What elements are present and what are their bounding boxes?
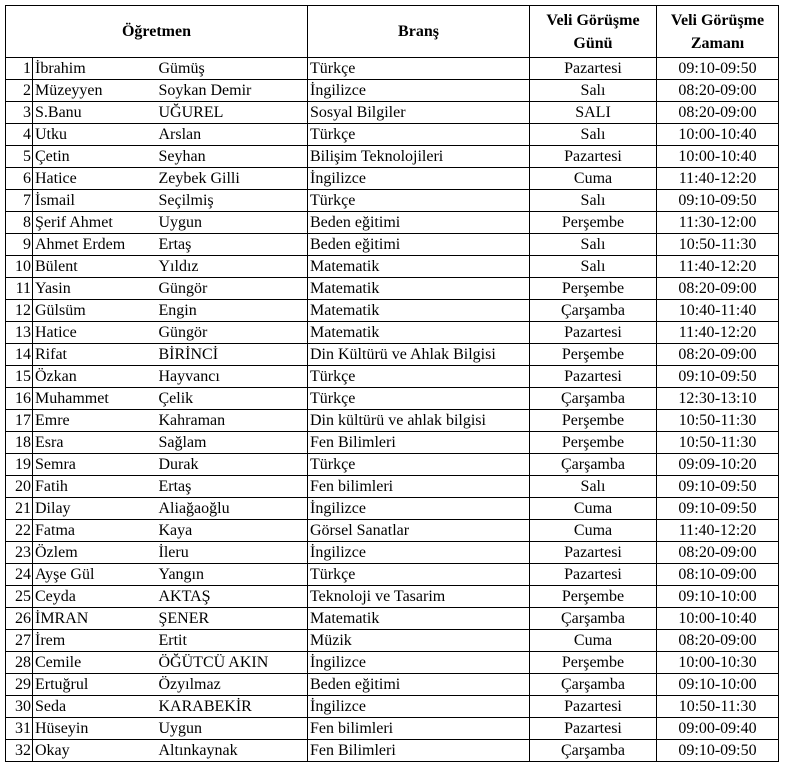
teacher-first-name: Ayşe Gül <box>33 564 157 586</box>
teacher-last-name: Güngör <box>157 322 308 344</box>
header-meeting-day: Veli Görüşme Günü <box>530 6 657 58</box>
table-row <box>6 344 779 366</box>
table-row <box>6 652 779 674</box>
teacher-last-name: Kaya <box>157 520 308 542</box>
row-number: 12 <box>6 300 33 322</box>
teacher-last-name: Yıldız <box>157 256 308 278</box>
meeting-day: Çarşamba <box>530 674 657 696</box>
teacher-branch: Türkçe <box>308 124 530 146</box>
table-row <box>6 542 779 564</box>
teacher-last-name: AKTAŞ <box>157 586 308 608</box>
teacher-branch: İngilizce <box>308 168 530 190</box>
meeting-time: 10:00-10:40 <box>657 608 779 630</box>
teacher-last-name: Yangın <box>157 564 308 586</box>
teacher-first-name: S.Banu <box>33 102 157 124</box>
meeting-day: Salı <box>530 476 657 498</box>
teacher-first-name: Muhammet <box>33 388 157 410</box>
row-number: 32 <box>6 740 33 762</box>
meeting-day: Çarşamba <box>530 300 657 322</box>
meeting-day: Çarşamba <box>530 388 657 410</box>
row-number: 21 <box>6 498 33 520</box>
meeting-time: 11:40-12:20 <box>657 322 779 344</box>
teacher-first-name: Fatma <box>33 520 157 542</box>
meeting-day: Cuma <box>530 630 657 652</box>
table-row <box>6 58 779 80</box>
teacher-branch: İngilizce <box>308 652 530 674</box>
teacher-branch: Beden eğitimi <box>308 212 530 234</box>
teacher-first-name: Utku <box>33 124 157 146</box>
meeting-day: Cuma <box>530 520 657 542</box>
teacher-last-name: Çelik <box>157 388 308 410</box>
row-number: 4 <box>6 124 33 146</box>
meeting-time: 10:00-10:40 <box>657 124 779 146</box>
teacher-branch: Sosyal Bilgiler <box>308 102 530 124</box>
teacher-last-name: Soykan Demir <box>157 80 308 102</box>
meeting-time: 12:30-13:10 <box>657 388 779 410</box>
teacher-branch: İngilizce <box>308 542 530 564</box>
row-number: 3 <box>6 102 33 124</box>
row-number: 27 <box>6 630 33 652</box>
meeting-day: Perşembe <box>530 344 657 366</box>
table-row <box>6 322 779 344</box>
teacher-last-name: Kahraman <box>157 410 308 432</box>
meeting-day: Pazartesi <box>530 718 657 740</box>
teacher-last-name: İleru <box>157 542 308 564</box>
row-number: 29 <box>6 674 33 696</box>
teacher-last-name: Özyılmaz <box>157 674 308 696</box>
meeting-time: 09:09-10:20 <box>657 454 779 476</box>
meeting-day: Pazartesi <box>530 542 657 564</box>
meeting-day: Salı <box>530 124 657 146</box>
table-row <box>6 586 779 608</box>
teacher-branch: Din kültürü ve ahlak bilgisi <box>308 410 530 432</box>
teacher-branch: Din Kültürü ve Ahlak Bilgisi <box>308 344 530 366</box>
teacher-last-name: Seyhan <box>157 146 308 168</box>
row-number: 26 <box>6 608 33 630</box>
meeting-time: 10:00-10:30 <box>657 652 779 674</box>
meeting-time: 09:00-09:40 <box>657 718 779 740</box>
meeting-time: 09:10-10:00 <box>657 674 779 696</box>
meeting-day: Perşembe <box>530 212 657 234</box>
row-number: 22 <box>6 520 33 542</box>
table-row <box>6 608 779 630</box>
meeting-time: 10:50-11:30 <box>657 432 779 454</box>
table-row <box>6 366 779 388</box>
table-row <box>6 740 779 762</box>
meeting-day: Cuma <box>530 498 657 520</box>
table-header <box>6 6 779 58</box>
header-meeting-time: Veli Görüşme Zamanı <box>657 6 779 58</box>
meeting-time: 09:10-09:50 <box>657 366 779 388</box>
meeting-day: Perşembe <box>530 278 657 300</box>
teacher-first-name: Rifat <box>33 344 157 366</box>
teacher-branch: Türkçe <box>308 190 530 212</box>
teacher-last-name: ÖĞÜTCÜ AKIN <box>157 652 308 674</box>
meeting-time: 11:30-12:00 <box>657 212 779 234</box>
meeting-time: 08:20-09:00 <box>657 80 779 102</box>
meeting-time: 09:10-10:00 <box>657 586 779 608</box>
teacher-last-name: UĞUREL <box>157 102 308 124</box>
table-row <box>6 234 779 256</box>
table-row <box>6 432 779 454</box>
teacher-first-name: Yasin <box>33 278 157 300</box>
meeting-day: Salı <box>530 80 657 102</box>
row-number: 30 <box>6 696 33 718</box>
teacher-meeting-table <box>5 5 779 762</box>
teacher-last-name: Engin <box>157 300 308 322</box>
teacher-first-name: Ahmet Erdem <box>33 234 157 256</box>
meeting-day: Cuma <box>530 168 657 190</box>
row-number: 10 <box>6 256 33 278</box>
teacher-first-name: Cemile <box>33 652 157 674</box>
row-number: 1 <box>6 58 33 80</box>
teacher-branch: Bilişim Teknolojileri <box>308 146 530 168</box>
teacher-branch: Türkçe <box>308 454 530 476</box>
teacher-branch: Matematik <box>308 256 530 278</box>
teacher-branch: Türkçe <box>308 58 530 80</box>
meeting-time: 10:00-10:40 <box>657 146 779 168</box>
row-number: 8 <box>6 212 33 234</box>
teacher-branch: Matematik <box>308 322 530 344</box>
meeting-time: 10:50-11:30 <box>657 234 779 256</box>
meeting-time: 08:20-09:00 <box>657 630 779 652</box>
row-number: 18 <box>6 432 33 454</box>
row-number: 15 <box>6 366 33 388</box>
teacher-branch: Beden eğitimi <box>308 234 530 256</box>
row-number: 13 <box>6 322 33 344</box>
teacher-branch: İngilizce <box>308 498 530 520</box>
meeting-time: 08:20-09:00 <box>657 278 779 300</box>
teacher-first-name: Müzeyyen <box>33 80 157 102</box>
teacher-last-name: Aliağaoğlu <box>157 498 308 520</box>
table-body <box>6 58 779 762</box>
teacher-first-name: Özlem <box>33 542 157 564</box>
teacher-first-name: Hatice <box>33 322 157 344</box>
teacher-last-name: Arslan <box>157 124 308 146</box>
meeting-time: 08:20-09:00 <box>657 102 779 124</box>
teacher-first-name: İMRAN <box>33 608 157 630</box>
teacher-first-name: Esra <box>33 432 157 454</box>
teacher-branch: Fen Bilimleri <box>308 432 530 454</box>
teacher-last-name: Ertaş <box>157 234 308 256</box>
meeting-time: 11:40-12:20 <box>657 256 779 278</box>
teacher-last-name: Ertaş <box>157 476 308 498</box>
teacher-first-name: Hüseyin <box>33 718 157 740</box>
meeting-time: 11:40-12:20 <box>657 168 779 190</box>
row-number: 24 <box>6 564 33 586</box>
teacher-branch: Müzik <box>308 630 530 652</box>
table-row <box>6 146 779 168</box>
teacher-first-name: İsmail <box>33 190 157 212</box>
table-row <box>6 102 779 124</box>
teacher-last-name: Uygun <box>157 212 308 234</box>
row-number: 7 <box>6 190 33 212</box>
row-number: 20 <box>6 476 33 498</box>
teacher-branch: Türkçe <box>308 388 530 410</box>
teacher-first-name: Çetin <box>33 146 157 168</box>
meeting-time: 08:10-09:00 <box>657 564 779 586</box>
teacher-first-name: Ceyda <box>33 586 157 608</box>
teacher-branch: Fen Bilimleri <box>308 740 530 762</box>
header-branch: Branş <box>308 6 530 58</box>
meeting-time: 08:20-09:00 <box>657 344 779 366</box>
meeting-time: 09:10-09:50 <box>657 190 779 212</box>
teacher-first-name: İrem <box>33 630 157 652</box>
teacher-first-name: Semra <box>33 454 157 476</box>
row-number: 5 <box>6 146 33 168</box>
teacher-last-name: Seçilmiş <box>157 190 308 212</box>
table-row <box>6 190 779 212</box>
meeting-day: Salı <box>530 190 657 212</box>
meeting-time: 09:10-09:50 <box>657 740 779 762</box>
table-row <box>6 718 779 740</box>
meeting-day: Pazartesi <box>530 696 657 718</box>
row-number: 25 <box>6 586 33 608</box>
teacher-last-name: Gümüş <box>157 58 308 80</box>
table-row <box>6 388 779 410</box>
meeting-time: 08:20-09:00 <box>657 542 779 564</box>
meeting-day: Perşembe <box>530 652 657 674</box>
teacher-last-name: Uygun <box>157 718 308 740</box>
row-number: 17 <box>6 410 33 432</box>
row-number: 23 <box>6 542 33 564</box>
teacher-last-name: Durak <box>157 454 308 476</box>
table-row <box>6 520 779 542</box>
teacher-first-name: Emre <box>33 410 157 432</box>
teacher-branch: Beden eğitimi <box>308 674 530 696</box>
teacher-branch: Matematik <box>308 300 530 322</box>
meeting-time: 11:40-12:20 <box>657 520 779 542</box>
meeting-day: Çarşamba <box>530 608 657 630</box>
meeting-day: Çarşamba <box>530 740 657 762</box>
teacher-first-name: Hatice <box>33 168 157 190</box>
table-row <box>6 630 779 652</box>
teacher-last-name: BİRİNCİ <box>157 344 308 366</box>
meeting-day: Pazartesi <box>530 58 657 80</box>
table-row <box>6 168 779 190</box>
teacher-branch: İngilizce <box>308 696 530 718</box>
row-number: 31 <box>6 718 33 740</box>
table-row <box>6 256 779 278</box>
row-number: 9 <box>6 234 33 256</box>
table-row <box>6 278 779 300</box>
teacher-branch: Türkçe <box>308 366 530 388</box>
header-teacher: Öğretmen <box>6 6 308 58</box>
row-number: 14 <box>6 344 33 366</box>
meeting-day: SALI <box>530 102 657 124</box>
teacher-first-name: Seda <box>33 696 157 718</box>
teacher-last-name: KARABEKİR <box>157 696 308 718</box>
teacher-first-name: Fatih <box>33 476 157 498</box>
meeting-day: Perşembe <box>530 586 657 608</box>
meeting-day: Pazartesi <box>530 322 657 344</box>
teacher-first-name: Şerif Ahmet <box>33 212 157 234</box>
table-row <box>6 80 779 102</box>
teacher-branch: Fen bilimleri <box>308 476 530 498</box>
meeting-day: Pazartesi <box>530 564 657 586</box>
meeting-day: Salı <box>530 256 657 278</box>
teacher-branch: Türkçe <box>308 564 530 586</box>
teacher-branch: Matematik <box>308 608 530 630</box>
table-row <box>6 476 779 498</box>
teacher-first-name: Özkan <box>33 366 157 388</box>
meeting-day: Perşembe <box>530 410 657 432</box>
teacher-first-name: Ertuğrul <box>33 674 157 696</box>
meeting-day: Çarşamba <box>530 454 657 476</box>
teacher-branch: Görsel Sanatlar <box>308 520 530 542</box>
row-number: 11 <box>6 278 33 300</box>
table-row <box>6 498 779 520</box>
meeting-time: 09:10-09:50 <box>657 476 779 498</box>
teacher-first-name: Dilay <box>33 498 157 520</box>
teacher-last-name: Sağlam <box>157 432 308 454</box>
row-number: 6 <box>6 168 33 190</box>
table-row <box>6 454 779 476</box>
table-row <box>6 300 779 322</box>
meeting-time: 09:10-09:50 <box>657 58 779 80</box>
row-number: 19 <box>6 454 33 476</box>
meeting-time: 09:10-09:50 <box>657 498 779 520</box>
table-row <box>6 564 779 586</box>
row-number: 2 <box>6 80 33 102</box>
teacher-last-name: Hayvancı <box>157 366 308 388</box>
teacher-branch: Teknoloji ve Tasarim <box>308 586 530 608</box>
teacher-last-name: Ertit <box>157 630 308 652</box>
table-row <box>6 696 779 718</box>
teacher-first-name: Okay <box>33 740 157 762</box>
teacher-branch: Matematik <box>308 278 530 300</box>
teacher-first-name: İbrahim <box>33 58 157 80</box>
teacher-first-name: Bülent <box>33 256 157 278</box>
teacher-first-name: Gülsüm <box>33 300 157 322</box>
meeting-time: 10:50-11:30 <box>657 410 779 432</box>
teacher-branch: Fen bilimleri <box>308 718 530 740</box>
meeting-time: 10:40-11:40 <box>657 300 779 322</box>
table-row <box>6 410 779 432</box>
meeting-day: Perşembe <box>530 432 657 454</box>
teacher-last-name: ŞENER <box>157 608 308 630</box>
teacher-last-name: Zeybek Gilli <box>157 168 308 190</box>
meeting-time: 10:50-11:30 <box>657 696 779 718</box>
table-row <box>6 674 779 696</box>
table-row <box>6 212 779 234</box>
row-number: 16 <box>6 388 33 410</box>
table-row <box>6 124 779 146</box>
meeting-day: Salı <box>530 234 657 256</box>
meeting-day: Pazartesi <box>530 146 657 168</box>
teacher-last-name: Güngör <box>157 278 308 300</box>
teacher-last-name: Altınkaynak <box>157 740 308 762</box>
meeting-day: Pazartesi <box>530 366 657 388</box>
teacher-branch: İngilizce <box>308 80 530 102</box>
row-number: 28 <box>6 652 33 674</box>
